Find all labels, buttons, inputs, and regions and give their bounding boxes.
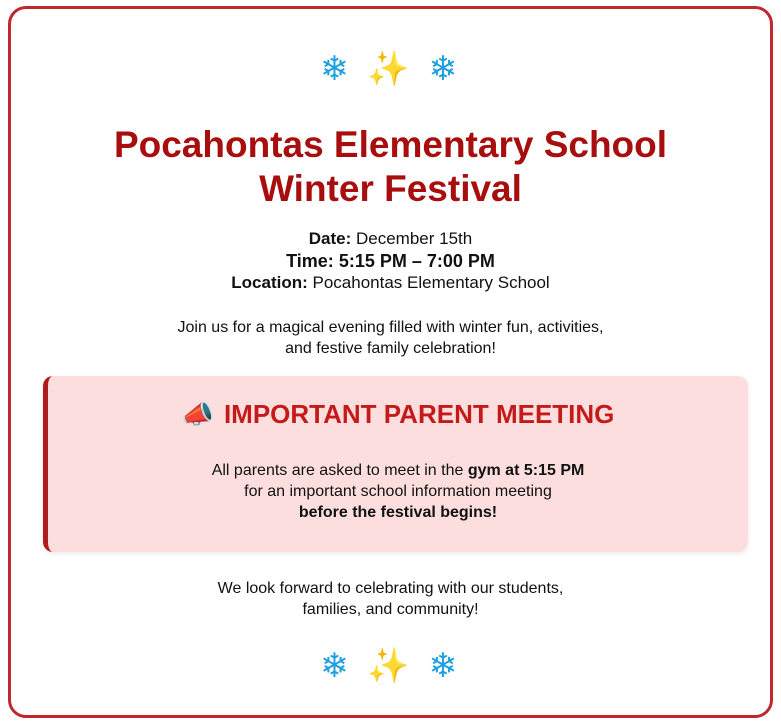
date-label: Date: <box>308 229 352 248</box>
sparkles-icon: ✨ <box>367 646 414 686</box>
event-details <box>11 228 770 294</box>
sparkles-icon: ✨ <box>367 49 414 89</box>
snowflake-icon: ❄ <box>428 49 461 89</box>
time-label: Time: <box>286 251 334 271</box>
meeting-line-1 <box>48 460 748 481</box>
closing-line-1: We look forward to celebrating with our students, <box>217 580 564 597</box>
page-title <box>11 123 770 211</box>
closing-line-2: families, and community! <box>302 601 479 618</box>
intro-line-2: and festive family celebration! <box>285 340 496 357</box>
meeting-title-text: IMPORTANT PARENT MEETING <box>223 399 615 429</box>
meeting-line-1-prefix: All parents are asked to meet in the <box>211 462 468 479</box>
intro-line-1: Join us for a magical evening filled with winter fun, activities, <box>177 319 604 336</box>
decor-top <box>11 49 770 89</box>
meeting-body <box>48 460 748 523</box>
meeting-title <box>48 398 748 431</box>
meeting-line-2: for an important school information meeting <box>244 483 552 500</box>
title-line-2: Winter Festival <box>259 168 522 209</box>
megaphone-icon: 📣 <box>181 400 214 430</box>
flyer-card <box>8 6 773 718</box>
title-line-1: Pocahontas Elementary School <box>113 124 668 165</box>
location-label: Location: <box>231 273 308 292</box>
location-value: Pocahontas Elementary School <box>312 273 550 292</box>
location-line <box>11 272 770 294</box>
snowflake-icon: ❄ <box>320 646 353 686</box>
intro-text <box>11 317 770 359</box>
snowflake-icon: ❄ <box>428 646 461 686</box>
parent-meeting-notice <box>43 376 748 552</box>
decor-bottom <box>11 646 770 686</box>
time-line <box>11 250 770 272</box>
date-value: December 15th <box>356 229 473 248</box>
date-line <box>11 228 770 250</box>
meeting-line-3 <box>48 502 748 523</box>
snowflake-icon: ❄ <box>320 49 353 89</box>
time-value: 5:15 PM – 7:00 PM <box>338 251 495 271</box>
meeting-location-time: gym at 5:15 PM <box>467 462 585 479</box>
closing-text <box>11 578 770 620</box>
meeting-line-3-text: before the festival begins! <box>298 504 498 521</box>
